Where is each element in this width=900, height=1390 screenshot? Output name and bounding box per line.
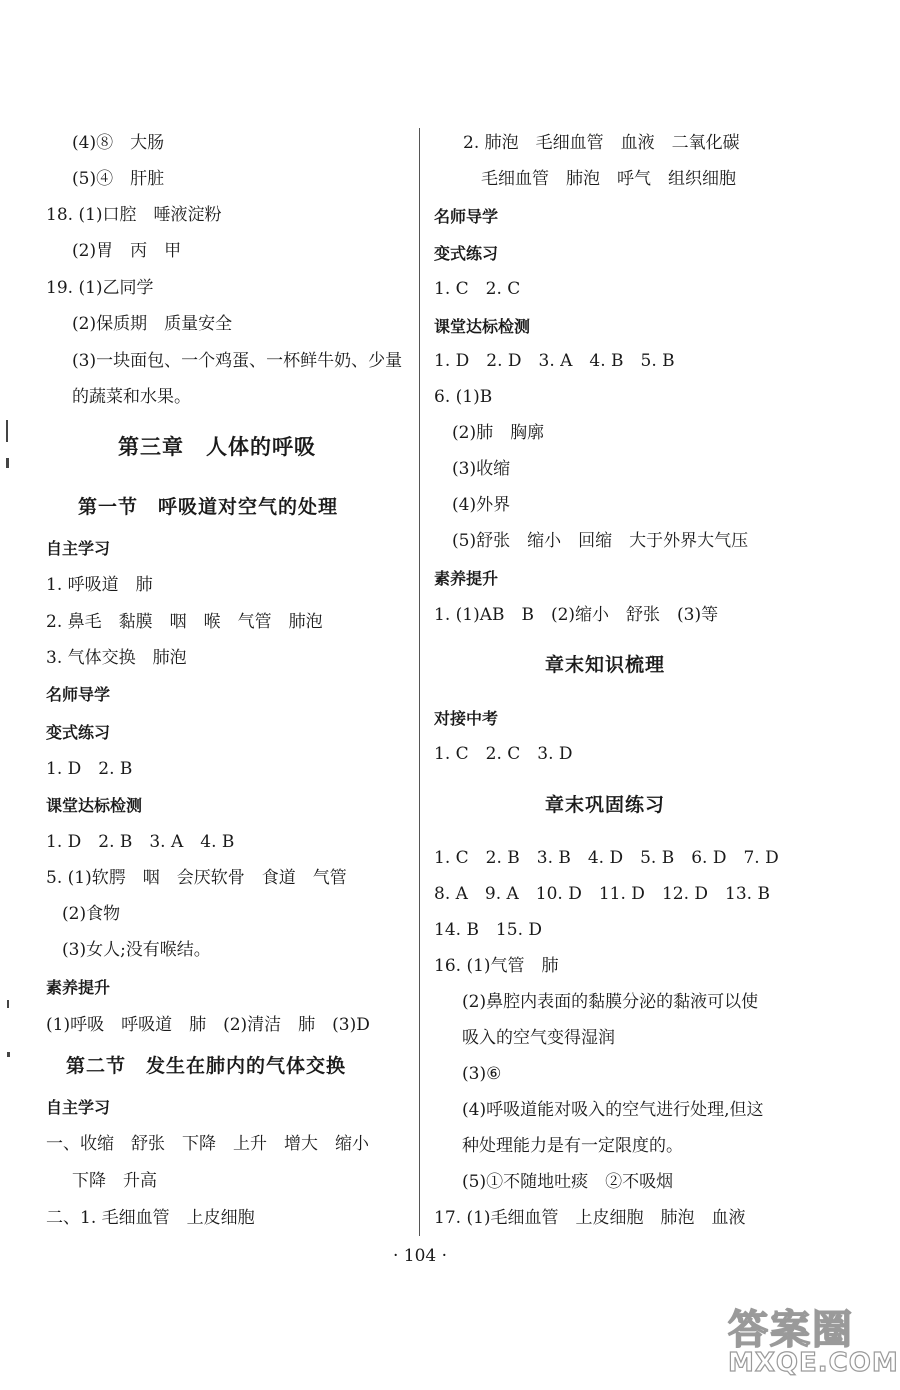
subheading: 课堂达标检测 — [434, 317, 531, 336]
subheading: 自主学习 — [46, 539, 111, 558]
section-title: 第一节 呼吸道对空气的处理 — [78, 496, 339, 518]
answer-line: 1. 呼吸道 肺 — [46, 575, 153, 595]
answer-line: 19. (1)乙同学 — [46, 278, 154, 298]
watermark-url: MXQE.COM — [728, 1348, 899, 1378]
answer-line: 吸入的空气变得湿润 — [462, 1028, 615, 1048]
section-title: 第二节 发生在肺内的气体交换 — [66, 1055, 347, 1077]
answer-line: 1. D 2. B 3. A 4. B — [46, 832, 235, 852]
answer-line: (2)肺 胸廓 — [452, 423, 545, 443]
answer-line: 一、收缩 舒张 下降 上升 增大 缩小 — [46, 1134, 369, 1154]
scan-mark — [6, 458, 9, 468]
answer-line: 5. (1)软腭 咽 会厌软骨 食道 气管 — [46, 868, 347, 888]
scan-mark — [7, 1000, 9, 1008]
answer-line: 2. 鼻毛 黏膜 咽 喉 气管 肺泡 — [46, 612, 323, 632]
answer-line: 2. 肺泡 毛细血管 血液 二氧化碳 — [463, 133, 740, 153]
answer-line: 3. 气体交换 肺泡 — [46, 648, 187, 668]
answer-line: 16. (1)气管 肺 — [434, 956, 559, 976]
subheading: 自主学习 — [46, 1098, 111, 1117]
answer-line: 1. D 2. D 3. A 4. B 5. B — [434, 351, 675, 371]
answer-line: (3)女人;没有喉结。 — [62, 940, 211, 960]
answer-line: (3)一块面包、一个鸡蛋、一杯鲜牛奶、少量 — [72, 351, 403, 371]
answer-line: 1. C 2. C 3. D — [434, 744, 573, 764]
answer-line: 18. (1)口腔 唾液淀粉 — [46, 205, 222, 225]
answer-line: 种处理能力是有一定限度的。 — [462, 1136, 683, 1156]
answer-line: 1. C 2. C — [434, 279, 521, 299]
answer-line: 1. C 2. B 3. B 4. D 5. B 6. D 7. D — [434, 848, 779, 868]
answer-line: (5)④ 肝脏 — [72, 169, 165, 189]
subheading: 对接中考 — [434, 709, 499, 728]
answer-line: 的蔬菜和水果。 — [72, 387, 191, 407]
answer-line: (2)保质期 质量安全 — [72, 314, 233, 334]
subheading: 课堂达标检测 — [46, 796, 143, 815]
subheading: 名师导学 — [46, 685, 111, 704]
answer-line: (3)⑥ — [462, 1064, 502, 1084]
answer-line: (4)⑧ 大肠 — [72, 133, 165, 153]
answer-line: (4)外界 — [452, 495, 511, 515]
subheading: 名师导学 — [434, 207, 499, 226]
subheading: 素养提升 — [434, 569, 499, 588]
answer-line: (2)胃 丙 甲 — [72, 241, 182, 261]
answer-line: 17. (1)毛细血管 上皮细胞 肺泡 血液 — [434, 1208, 746, 1228]
watermark-logo — [728, 1298, 899, 1384]
answer-line: 1. D 2. B — [46, 759, 133, 779]
answer-line: 毛细血管 肺泡 呼气 组织细胞 — [481, 169, 736, 189]
answer-line: (2)鼻腔内表面的黏膜分泌的黏液可以使 — [462, 992, 759, 1012]
answer-line: (1)呼吸 呼吸道 肺 (2)清洁 肺 (3)D — [46, 1015, 370, 1035]
answer-line: 6. (1)B — [434, 387, 493, 407]
subheading: 素养提升 — [46, 978, 111, 997]
scan-mark — [7, 1052, 10, 1057]
scan-mark — [6, 420, 8, 442]
answer-line: 14. B 15. D — [434, 920, 543, 940]
answer-line: 8. A 9. A 10. D 11. D 12. D 13. B — [434, 884, 770, 904]
section-title: 章末巩固练习 — [545, 794, 666, 816]
answer-line: (3)收缩 — [452, 459, 511, 479]
answer-line: (2)食物 — [62, 904, 121, 924]
answer-line: (4)呼吸道能对吸入的空气进行处理,但这 — [462, 1100, 764, 1120]
watermark-logo-text: 答案圈 — [728, 1307, 854, 1353]
subheading: 变式练习 — [434, 244, 499, 263]
column-divider — [419, 128, 420, 1236]
answer-line: (5)舒张 缩小 回缩 大于外界大气压 — [452, 531, 749, 551]
answer-line: (5)①不随地吐痰 ②不吸烟 — [462, 1172, 674, 1192]
answer-line: 1. (1)AB B (2)缩小 舒张 (3)等 — [434, 605, 719, 625]
answer-line: 二、1. 毛细血管 上皮细胞 — [46, 1208, 255, 1228]
chapter-title: 第三章 人体的呼吸 — [118, 435, 316, 459]
page-number: · 104 · — [392, 1246, 448, 1266]
answer-line: 下降 升高 — [72, 1171, 157, 1191]
subheading: 变式练习 — [46, 723, 111, 742]
section-title: 章末知识梳理 — [545, 654, 666, 676]
